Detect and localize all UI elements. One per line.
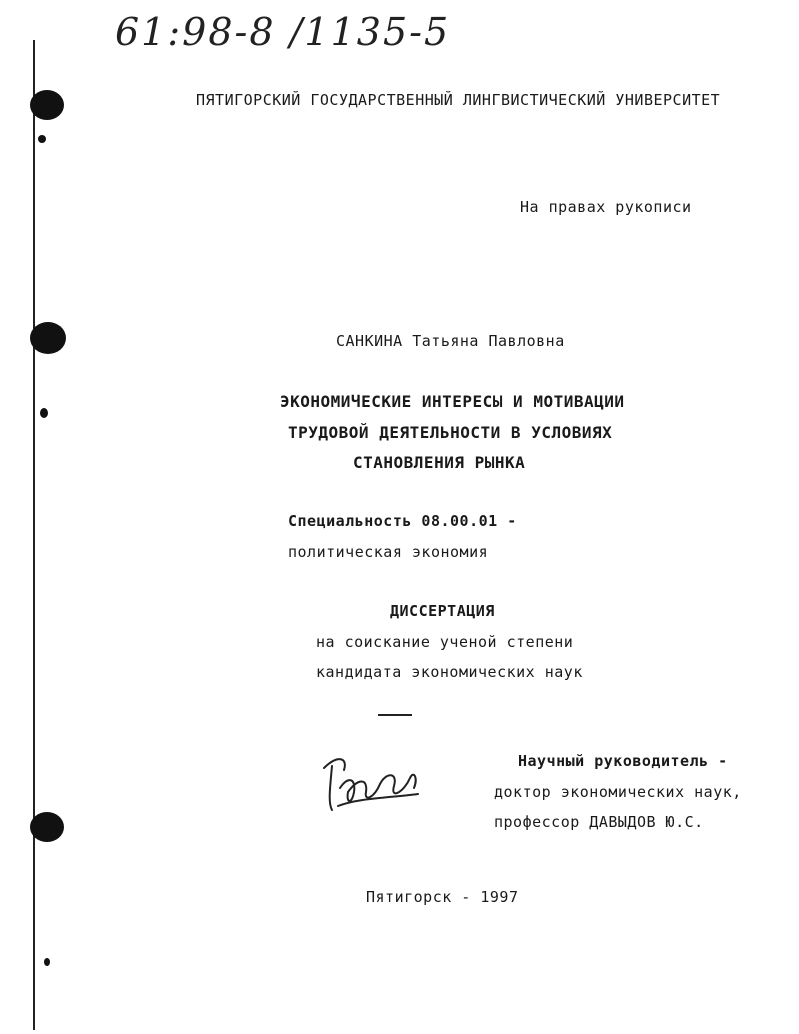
binding-hole-mark xyxy=(30,322,66,354)
separator-dash xyxy=(378,714,412,716)
city-year: Пятигорск - 1997 xyxy=(366,888,519,906)
advisor-label: Научный руководитель - xyxy=(518,752,728,770)
archive-number-handwritten: 61:98-8 /1135-5 xyxy=(115,10,451,54)
degree-line-1: на соискание ученой степени xyxy=(316,633,574,651)
dissertation-heading: ДИССЕРТАЦИЯ xyxy=(390,602,495,620)
advisor-name: профессор ДАВЫДОВ Ю.С. xyxy=(494,813,704,831)
binding-hole-mark xyxy=(30,90,64,120)
binding-hole-mark xyxy=(30,812,64,842)
binding-hole-mark xyxy=(40,408,48,418)
advisor-degree: доктор экономических наук, xyxy=(494,783,742,801)
thesis-title-line-3: СТАНОВЛЕНИЯ РЫНКА xyxy=(353,453,526,472)
author-name: САНКИНА Татьяна Павловна xyxy=(336,332,565,350)
thesis-title-line-2: ТРУДОВОЙ ДЕЯТЕЛЬНОСТИ В УСЛОВИЯХ xyxy=(288,423,613,442)
specialty-name: политическая экономия xyxy=(288,543,489,561)
degree-line-2: кандидата экономических наук xyxy=(316,663,583,681)
handwritten-signature xyxy=(318,748,428,818)
binding-hole-mark xyxy=(38,135,46,143)
binding-hole-mark xyxy=(44,958,50,966)
thesis-title-line-1: ЭКОНОМИЧЕСКИЕ ИНТЕРЕСЫ И МОТИВАЦИИ xyxy=(280,392,625,411)
binding-edge-line xyxy=(33,40,35,1030)
manuscript-note: На правах рукописи xyxy=(520,198,692,216)
university-name: ПЯТИГОРСКИЙ ГОСУДАРСТВЕННЫЙ ЛИНГВИСТИЧЕСКИЙ УНИВЕРСИТЕТ xyxy=(196,91,721,109)
specialty-code: Специальность 08.00.01 - xyxy=(288,512,517,530)
